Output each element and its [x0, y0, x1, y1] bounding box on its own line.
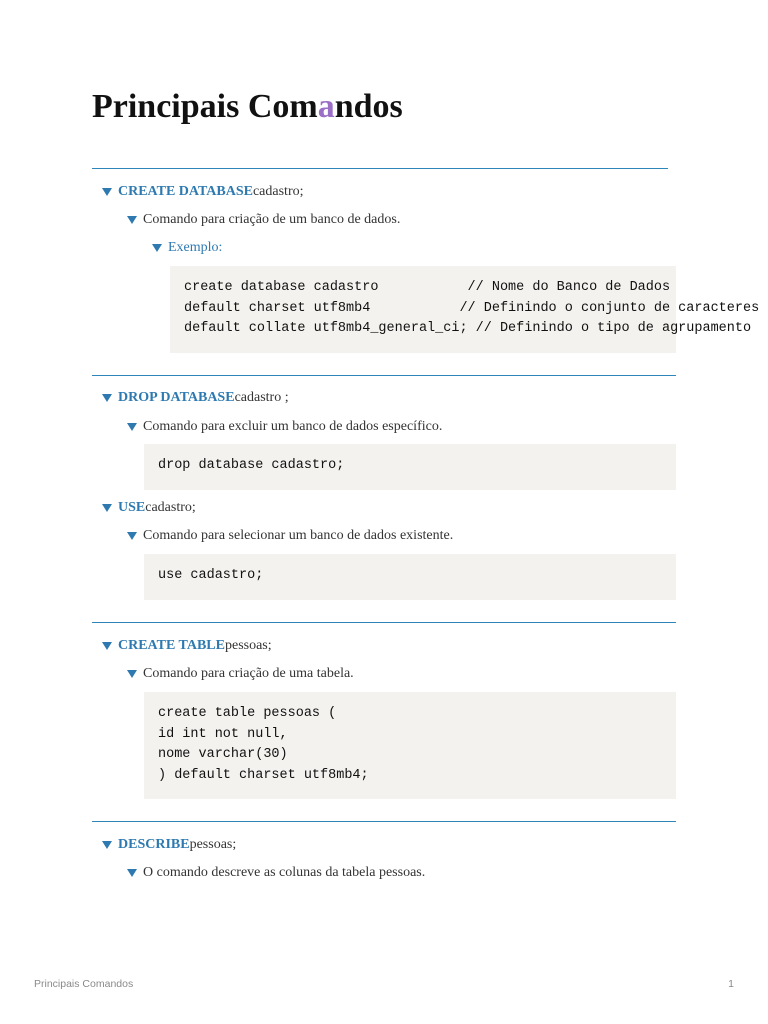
example-label: Exemplo: [168, 240, 223, 255]
code-line: create table pessoas ( [158, 706, 337, 721]
divider [92, 375, 676, 376]
toggle-create-table[interactable] [102, 637, 272, 655]
title-start: Principais Com [92, 88, 318, 125]
command-description: Comando para criação de uma tabela. [143, 666, 354, 681]
toggle-drop-database[interactable] [102, 389, 289, 407]
command-argument: pessoas; [224, 638, 272, 653]
title-end: ndos [334, 88, 403, 125]
toggle-use[interactable] [102, 499, 196, 517]
divider [92, 168, 668, 169]
code-block-create-database [170, 266, 760, 353]
footer-document-title: Principais Comandos [34, 978, 134, 990]
command-argument: pessoas; [189, 837, 237, 852]
toggle-triangle-icon[interactable] [102, 642, 112, 650]
divider [92, 821, 676, 822]
code-line: drop database cadastro; [158, 458, 345, 473]
command-keyword: DROP DATABASE [118, 390, 235, 405]
code-line: id int not null, [158, 726, 288, 742]
toggle-triangle-icon[interactable] [102, 394, 112, 402]
toggle-triangle-icon[interactable] [102, 188, 112, 196]
toggle-triangle-icon[interactable] [127, 532, 137, 540]
command-description: O comando descreve as colunas da tabela pessoas. [143, 865, 426, 880]
code-block-create-table [144, 692, 676, 799]
toggle-use-desc[interactable] [127, 527, 453, 545]
command-keyword: USE [118, 500, 146, 515]
command-argument: cadastro; [145, 500, 196, 515]
toggle-triangle-icon[interactable] [102, 841, 112, 849]
toggle-triangle-icon[interactable] [102, 504, 112, 512]
title-accent-letter: a [317, 88, 335, 125]
command-argument: cadastro ; [234, 390, 289, 405]
toggle-create-database[interactable] [102, 183, 304, 201]
command-description: Comando para criação de um banco de dados. [143, 212, 401, 227]
code-line: create database cadastro // Nome do Banco de Dados [184, 280, 671, 295]
toggle-triangle-icon[interactable] [152, 244, 162, 252]
toggle-drop-database-desc[interactable] [127, 418, 442, 436]
toggle-describe-desc[interactable] [127, 864, 425, 882]
code-line: default collate utf8mb4_general_ci; // Definindo o tipo de agrupamento [184, 321, 752, 336]
code-line: default charset utf8mb4 // Definindo o conjunto de caracteres [184, 300, 760, 316]
page-title [92, 86, 403, 128]
code-line: ) default charset utf8mb4; [158, 767, 369, 783]
code-line: nome varchar(30) [158, 747, 288, 762]
toggle-triangle-icon[interactable] [127, 423, 137, 431]
toggle-triangle-icon[interactable] [127, 670, 137, 678]
toggle-create-database-desc[interactable] [127, 211, 400, 229]
command-keyword: CREATE DATABASE [118, 184, 253, 199]
code-block-use [144, 554, 676, 600]
footer-page-number: 1 [728, 978, 734, 990]
command-description: Comando para selecionar um banco de dados existente. [143, 528, 454, 543]
toggle-triangle-icon[interactable] [127, 216, 137, 224]
divider [92, 622, 676, 623]
toggle-describe[interactable] [102, 836, 236, 854]
code-line: use cadastro; [158, 568, 264, 583]
code-block-drop-database [144, 444, 676, 490]
toggle-triangle-icon[interactable] [127, 869, 137, 877]
command-description: Comando para excluir um banco de dados específico. [143, 419, 443, 434]
command-keyword: DESCRIBE [118, 837, 190, 852]
command-keyword: CREATE TABLE [118, 638, 225, 653]
command-argument: cadastro; [252, 184, 304, 199]
toggle-example[interactable] [152, 239, 222, 257]
toggle-create-table-desc[interactable] [127, 665, 354, 683]
